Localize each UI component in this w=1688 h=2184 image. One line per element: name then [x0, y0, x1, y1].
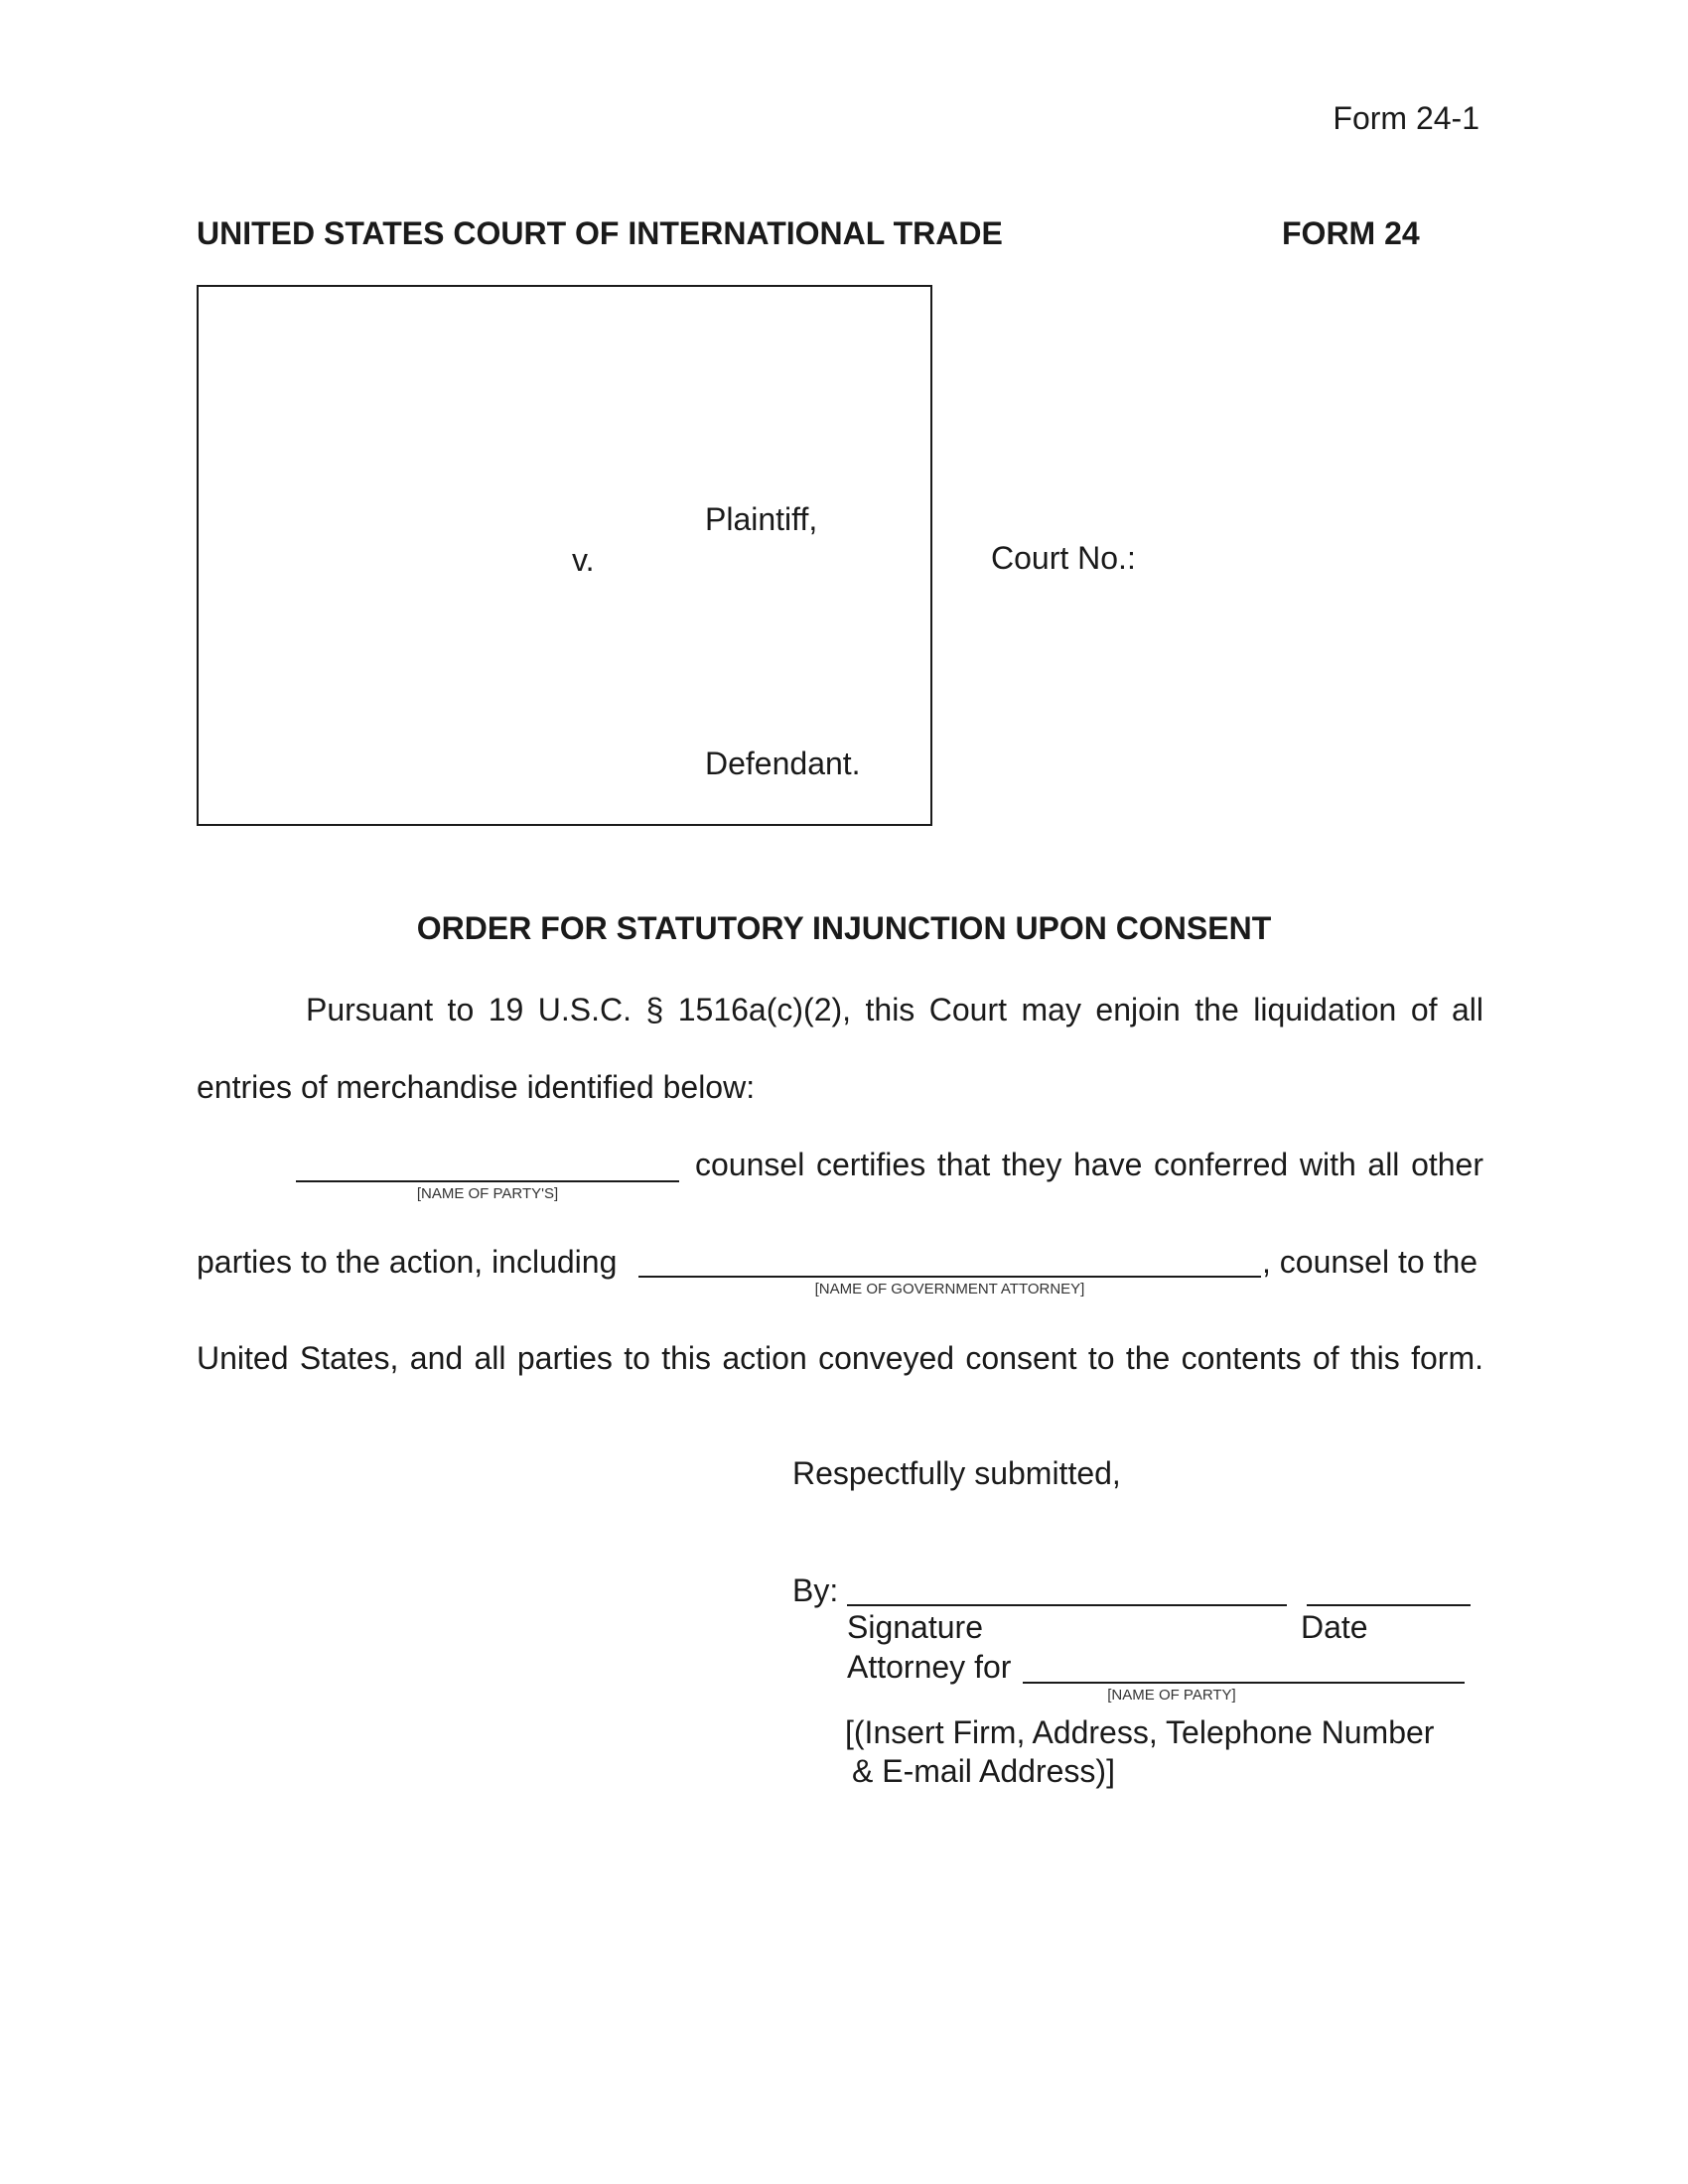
- page-number: Form 24-1: [1333, 100, 1479, 136]
- attorney-for-label: Attorney for: [847, 1649, 1012, 1685]
- insert-firm-line-1: [(Insert Firm, Address, Telephone Number: [845, 1714, 1435, 1750]
- counsel-to-us-text: , counsel to the: [1262, 1244, 1478, 1280]
- by-label: By:: [792, 1572, 839, 1608]
- court-title: UNITED STATES COURT OF INTERNATIONAL TRADE: [197, 215, 1003, 251]
- attorney-party-blank[interactable]: [1023, 1652, 1465, 1684]
- case-caption-box: [197, 285, 932, 826]
- consent-line-text: United States, and all parties to this action conveyed consent to the contents of this form.: [197, 1340, 1483, 1376]
- order-title: ORDER FOR STATUTORY INJUNCTION UPON CONSENT: [416, 910, 1272, 946]
- signature-blank[interactable]: [847, 1574, 1287, 1606]
- respectfully-submitted: Respectfully submitted,: [792, 1455, 1121, 1491]
- defendant-label: Defendant.: [705, 746, 861, 781]
- paragraph-line-2: entries of merchandise identified below:: [197, 1069, 756, 1105]
- plaintiff-label: Plaintiff,: [705, 501, 818, 537]
- insert-firm-line-2: & E-mail Address)]: [852, 1753, 1115, 1789]
- party-name-blank[interactable]: [296, 1151, 679, 1182]
- attorney-party-hint: [NAME OF PARTY]: [1107, 1687, 1236, 1704]
- date-blank[interactable]: [1307, 1574, 1471, 1606]
- government-attorney-hint: [NAME OF GOVERNMENT ATTORNEY]: [814, 1281, 1085, 1297]
- court-number-label: Court No.:: [991, 540, 1136, 576]
- parties-line-text: parties to the action, including: [197, 1244, 618, 1280]
- counsel-certification-text: counsel certifies that they have conferred with all other: [695, 1147, 1483, 1182]
- versus-label: v.: [572, 542, 595, 578]
- government-attorney-blank[interactable]: [638, 1246, 1261, 1278]
- signature-label: Signature: [847, 1609, 983, 1645]
- party-name-hint: [NAME OF PARTY'S]: [416, 1185, 559, 1202]
- date-label: Date: [1301, 1609, 1368, 1645]
- form-label: FORM 24: [1282, 215, 1420, 251]
- paragraph-line-1: Pursuant to 19 U.S.C. § 1516a(c)(2), this Court may enjoin the liquidation of all: [306, 992, 1483, 1027]
